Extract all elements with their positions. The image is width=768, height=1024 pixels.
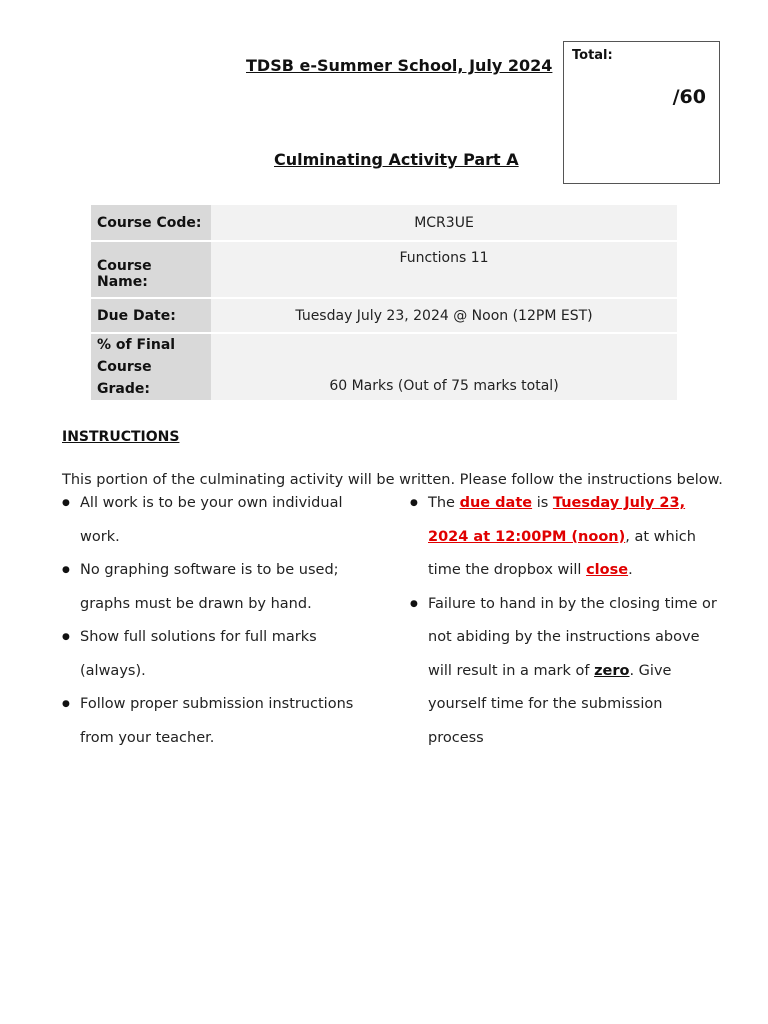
due-date-datetime-highlight: Tuesday July 23, 2024 at 12:00PM (noon) <box>428 495 686 545</box>
zero-highlight: zero <box>594 662 630 679</box>
total-label: Total: <box>572 48 613 63</box>
text-segment: is <box>532 495 553 511</box>
text-segment: Failure to hand in by the closing time or not abiding by the instructions above will result in a mark of <box>428 595 717 679</box>
final-grade-value: 60 Marks (Out of 75 marks total) <box>211 334 677 400</box>
course-code-label: Course Code: <box>91 205 211 240</box>
final-grade-row <box>91 334 677 400</box>
final-grade-label <box>91 334 211 400</box>
course-code-value: MCR3UE <box>211 205 677 240</box>
instructions-right-list <box>410 487 720 755</box>
instructions-left-list <box>62 487 362 755</box>
due-date-label: Due Date: <box>91 299 211 332</box>
text-segment: . Give yourself time for the submission process <box>428 662 672 746</box>
activity-title: Culminating Activity Part A <box>274 150 519 169</box>
text-segment: The <box>428 495 460 511</box>
due-date-highlight: due date <box>459 495 533 511</box>
list-item: ● Show full solutions for full marks (always). <box>62 621 362 688</box>
final-grade-label-line1: % of Final <box>97 337 176 353</box>
list-item-failure <box>410 588 720 756</box>
total-marks-box <box>563 41 720 184</box>
total-value: /60 <box>672 86 706 108</box>
course-name-label: Course Name: <box>91 242 211 297</box>
text-segment: , at which time the dropbox will <box>428 528 696 578</box>
list-item: ● All work is to be your own individual work. <box>62 487 362 554</box>
close-highlight: close <box>586 562 629 578</box>
text-segment: . <box>628 562 633 578</box>
course-name-value: Functions 11 <box>211 242 677 297</box>
due-date-row <box>91 299 677 332</box>
instructions-intro: This portion of the culminating activity will be written. Please follow the instructions below. <box>62 472 723 488</box>
instructions-heading: INSTRUCTIONS <box>62 429 180 445</box>
final-grade-label-line2: Course Grade: <box>97 359 152 397</box>
due-date-value: Tuesday July 23, 2024 @ Noon (12PM EST) <box>211 299 677 332</box>
list-item-due-date <box>410 487 720 588</box>
school-title: TDSB e-Summer School, July 2024 <box>246 56 553 75</box>
list-item: ● No graphing software is to be used; graphs must be drawn by hand. <box>62 554 362 621</box>
list-item: ● Follow proper submission instructions from your teacher. <box>62 688 362 755</box>
course-info-table <box>91 203 677 402</box>
course-code-row <box>91 205 677 240</box>
course-name-row <box>91 242 677 297</box>
